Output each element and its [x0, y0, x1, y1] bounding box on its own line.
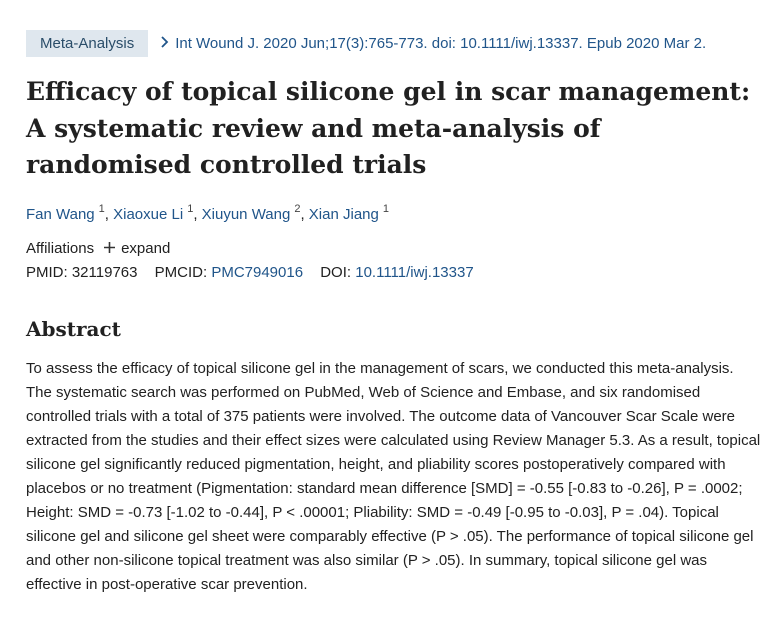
affiliations-row — [26, 240, 756, 257]
publication-type-badge: Meta-Analysis — [26, 30, 148, 57]
citation-link[interactable] — [160, 35, 706, 52]
expand-affiliations-button[interactable] — [104, 240, 170, 257]
author-affiliation-number[interactable]: 1 — [187, 202, 194, 215]
doi-link[interactable]: 10.1111/iwj.13337 — [355, 263, 474, 281]
pmcid-label: PMCID: — [154, 263, 208, 281]
article-header — [26, 30, 761, 597]
expand-label[interactable]: expand — [121, 239, 171, 257]
citation-details: 2020 Jun;17(3):765-773. doi: 10.1111/iwj.13337. Epub 2020 Mar 2. — [259, 35, 707, 52]
chevron-right-icon — [160, 35, 169, 51]
pmcid-link[interactable]: PMC7949016 — [211, 263, 304, 281]
author-link[interactable]: Xiaoxue Li — [113, 205, 184, 223]
citation-line — [26, 30, 756, 57]
authors-list: Fan Wang $^1$, Xiaoxue Li $^1$, Xiuyun Wang $^2$, Xian Jiang $^1$ — [26, 202, 389, 223]
author-link[interactable]: Fan Wang — [26, 205, 95, 223]
author-affiliation-number[interactable]: 2 — [294, 202, 301, 215]
pmid-label: PMID: — [26, 263, 68, 281]
author-link[interactable]: Xian Jiang — [308, 205, 379, 223]
identifiers-row — [26, 264, 756, 281]
abstract-heading: Abstract — [26, 316, 121, 341]
article-title: Efficacy of topical silicone gel in scar management: A systematic review and meta-analysis of randomised controlled trials — [26, 77, 751, 179]
journal-name[interactable]: Int Wound J. — [175, 35, 260, 52]
author-affiliation-number[interactable]: 1 — [98, 202, 105, 215]
pmid-value: 32119763 — [71, 263, 138, 281]
plus-icon — [104, 240, 115, 257]
doi-label: DOI: — [320, 263, 352, 281]
author-link[interactable]: Xiuyun Wang — [201, 205, 291, 223]
abstract-text: To assess the efficacy of topical silicone gel in the management of scars, we conducted this meta-analysis. The systematic search was performed on PubMed, Web of Science and Embase, and six randomised controlled trials with a total of 375 patients were involved. The outcome data of Vancouver Scar Scale were extracted from the studies and their effect sizes were calculated using Review Manager 5.3. As a result, topical silicone gel significantly reduced pigmentation, height, and pliability scores postoperatively compared with placebos or no treatment (Pigmentation: standard mean difference [SMD] = -0.55 [-0.83 to -0.26], P = .0002; Height: SMD = -0.73 [-1.02 to -0.44], P < .00001; Pliability: SMD = -0.49 [-0.95 to -0.03], P = .04). Topical silicone gel and silicone gel sheet were comparably effective (P > .05). The performance of topical silicone gel and other non-silicone topical treatment was also similar (P > .05). In summary, topical silicone gel was effective in post-operative scar prevention. — [26, 359, 761, 593]
author-affiliation-number[interactable]: 1 — [382, 202, 389, 215]
affiliations-label: Affiliations — [26, 239, 95, 257]
